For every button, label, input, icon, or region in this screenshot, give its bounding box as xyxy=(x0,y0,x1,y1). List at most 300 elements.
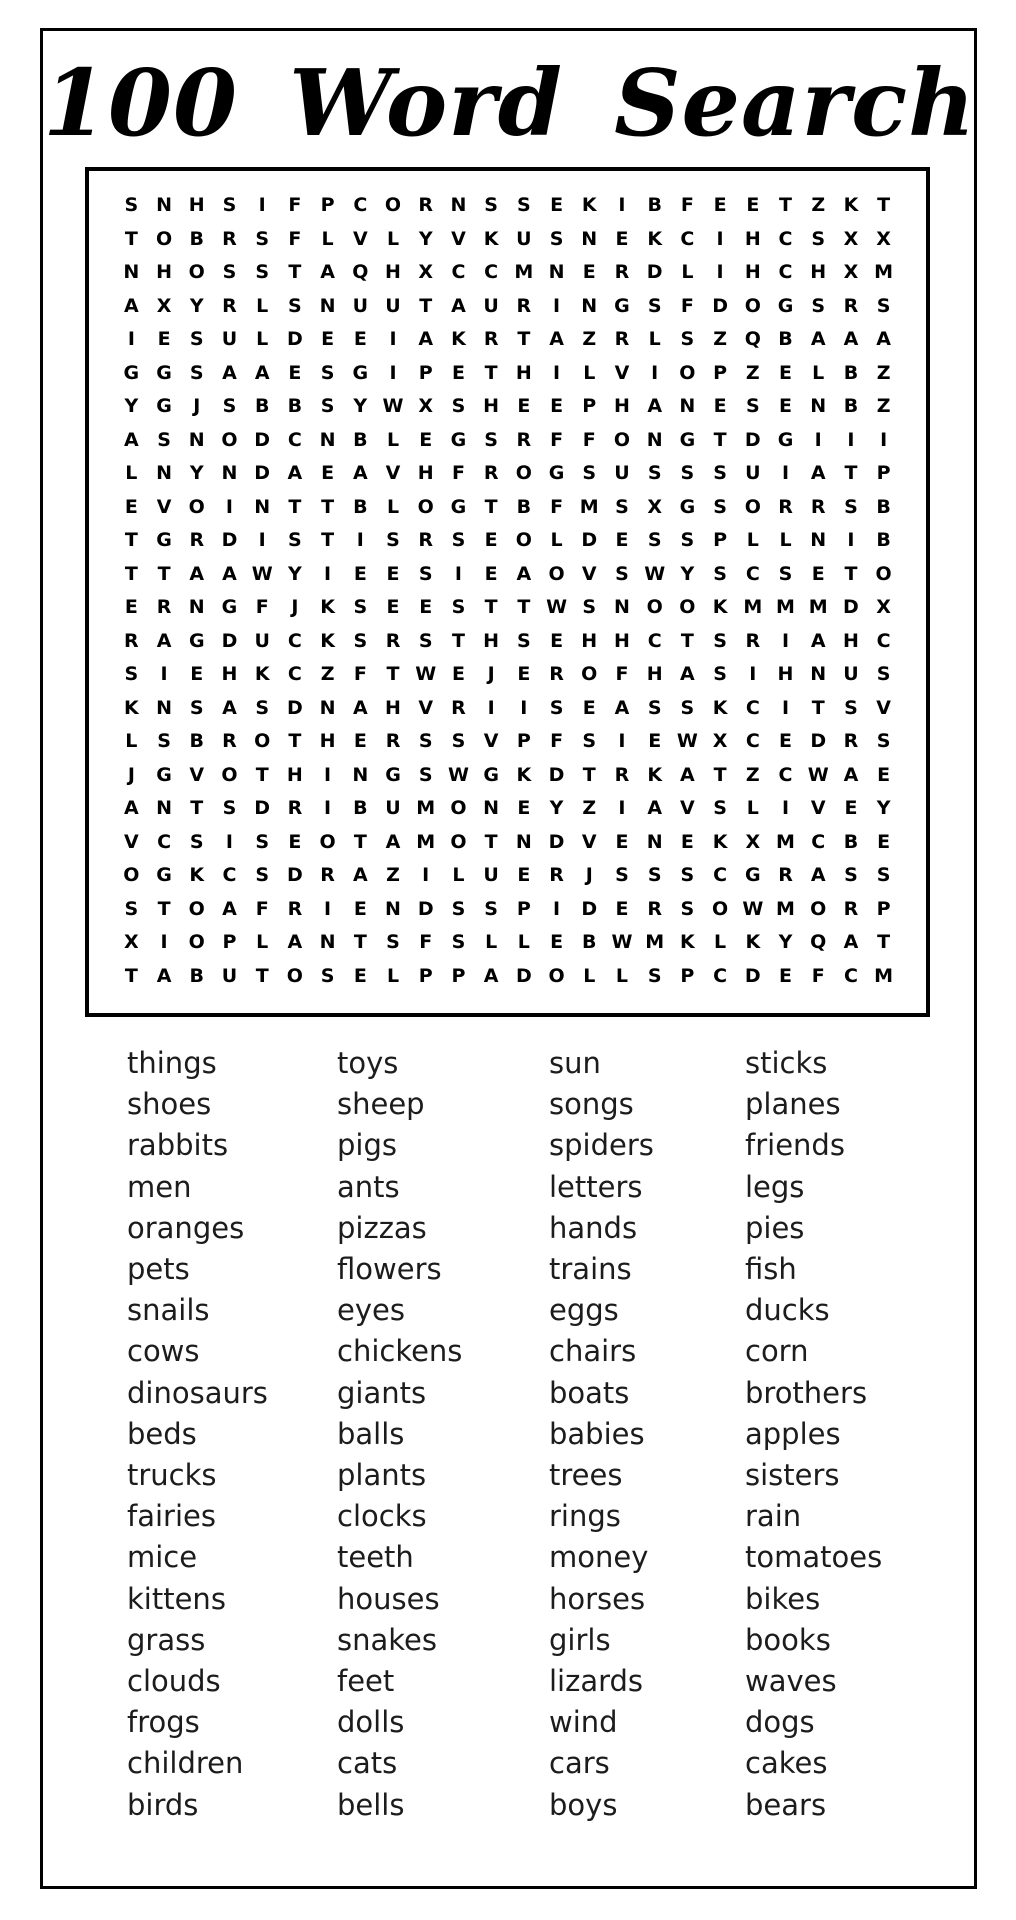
grid-letter: O xyxy=(712,897,729,920)
word-item: toys xyxy=(337,1046,399,1080)
grid-letter: S xyxy=(418,763,433,786)
grid-letter: M xyxy=(514,261,534,284)
grid-letter: M xyxy=(579,495,599,518)
grid-letter: N xyxy=(385,897,401,920)
word-item: things xyxy=(127,1046,217,1080)
word-item: dogs xyxy=(745,1705,815,1740)
grid-letter: W xyxy=(415,663,437,686)
grid-letter: Y xyxy=(549,797,564,820)
grid-letter: C xyxy=(647,629,662,652)
grid-letter: S xyxy=(680,897,695,920)
grid-letter: T xyxy=(190,797,204,820)
grid-letter: H xyxy=(810,261,827,284)
grid-letter: T xyxy=(157,897,171,920)
grid-letter: U xyxy=(745,462,761,485)
grid-letter: T xyxy=(484,830,498,853)
grid-letter: E xyxy=(288,361,302,384)
grid-letter: I xyxy=(225,830,233,853)
grid-letter: P xyxy=(451,964,466,987)
grid-letter: T xyxy=(517,328,531,351)
word-item: horses xyxy=(549,1581,646,1616)
word-item: men xyxy=(127,1169,192,1204)
grid-letter: U xyxy=(352,294,369,317)
grid-letter: B xyxy=(778,328,793,351)
grid-letter: C xyxy=(713,864,728,887)
grid-letter: G xyxy=(679,495,696,518)
grid-letter: E xyxy=(386,562,400,585)
grid-letter: A xyxy=(287,462,303,485)
grid-letter: V xyxy=(810,797,826,820)
grid-letter: O xyxy=(123,864,140,887)
grid-letter: R xyxy=(483,328,499,351)
grid-letter: S xyxy=(713,663,727,686)
grid-letter: O xyxy=(515,462,532,485)
grid-letter: S xyxy=(222,261,237,284)
grid-letter: S xyxy=(713,562,727,585)
grid-letter: S xyxy=(615,562,629,585)
grid-letter: B xyxy=(876,529,891,552)
grid-letter: M xyxy=(416,830,436,853)
grid-letter: J xyxy=(487,663,495,686)
grid-letter: S xyxy=(418,562,433,585)
grid-letter: F xyxy=(615,663,629,686)
grid-letter: G xyxy=(123,361,140,384)
word-item: clouds xyxy=(127,1664,221,1699)
grid-letter: E xyxy=(353,897,367,920)
grid-letter: I xyxy=(716,227,724,250)
grid-letter: S xyxy=(778,562,793,585)
grid-letter: O xyxy=(548,964,565,987)
grid-letter: I xyxy=(781,797,790,820)
grid-letter: T xyxy=(811,696,825,719)
grid-letter: H xyxy=(286,763,303,786)
grid-letter: N xyxy=(646,830,663,853)
grid-letter: R xyxy=(418,529,434,552)
grid-letter: D xyxy=(286,328,303,351)
grid-letter: V xyxy=(385,462,401,485)
grid-letter: E xyxy=(779,964,792,987)
grid-letter: B xyxy=(876,495,891,518)
grid-letter: Z xyxy=(811,194,826,217)
grid-letter: K xyxy=(647,763,663,786)
grid-letter: L xyxy=(256,328,269,351)
grid-letter: H xyxy=(614,395,630,418)
word-item: planes xyxy=(745,1087,841,1122)
grid-letter: S xyxy=(451,897,466,920)
grid-letter: S xyxy=(484,428,498,451)
grid-letter: M xyxy=(776,897,795,920)
grid-letter: G xyxy=(352,361,369,384)
grid-letter: S xyxy=(549,227,564,250)
grid-letter: S xyxy=(451,395,466,418)
page-frame xyxy=(40,28,977,1889)
grid-letter: S xyxy=(582,462,597,485)
grid-letter: I xyxy=(618,730,626,753)
grid-letter: S xyxy=(484,897,498,920)
grid-letter: P xyxy=(876,897,891,920)
grid-letter: Z xyxy=(745,361,760,384)
grid-letter: E xyxy=(844,797,858,820)
grid-letter: D xyxy=(254,462,271,485)
grid-letter: U xyxy=(614,462,630,485)
grid-letter: S xyxy=(320,395,335,418)
word-item: sticks xyxy=(745,1046,828,1080)
grid-letter: S xyxy=(680,462,695,485)
grid-letter: Y xyxy=(876,797,891,820)
grid-letter: L xyxy=(485,931,498,954)
grid-letter: A xyxy=(549,328,564,351)
grid-letter: L xyxy=(517,931,530,954)
word-item: clocks xyxy=(337,1499,427,1534)
grid-letter: H xyxy=(385,696,401,719)
grid-letter: O xyxy=(613,428,631,451)
grid-letter: R xyxy=(222,730,237,753)
grid-letter: N xyxy=(450,194,467,217)
grid-letter: A xyxy=(123,428,139,451)
grid-letter: E xyxy=(713,395,727,418)
grid-letter: K xyxy=(745,931,761,954)
grid-letter: T xyxy=(288,261,302,284)
grid-letter: O xyxy=(188,495,205,518)
grid-letter: L xyxy=(812,361,825,384)
word-item: ants xyxy=(337,1169,400,1204)
word-item: spiders xyxy=(549,1128,654,1163)
grid-letter: R xyxy=(549,663,564,686)
grid-letter: G xyxy=(777,294,794,317)
word-item: apples xyxy=(745,1416,841,1451)
grid-letter: O xyxy=(450,797,467,820)
grid-letter: R xyxy=(843,897,859,920)
grid-letter: E xyxy=(550,194,564,217)
grid-letter: S xyxy=(876,730,891,753)
grid-letter: E xyxy=(779,730,792,753)
grid-letter: S xyxy=(844,495,858,518)
grid-letter: N xyxy=(156,194,172,217)
word-item: books xyxy=(745,1622,831,1657)
grid-letter: S xyxy=(255,830,270,853)
grid-letter: K xyxy=(712,830,728,853)
grid-letter: H xyxy=(156,261,172,284)
grid-letter: O xyxy=(679,596,696,619)
grid-letter: E xyxy=(582,696,596,719)
grid-letter: R xyxy=(385,730,401,753)
grid-letter: U xyxy=(483,864,499,887)
grid-letter: P xyxy=(320,194,335,217)
grid-letter: D xyxy=(646,261,663,284)
grid-letter: D xyxy=(581,529,598,552)
grid-letter: S xyxy=(386,931,400,954)
grid-letter: G xyxy=(385,763,401,786)
grid-letter: T xyxy=(321,529,335,552)
grid-letter: S xyxy=(255,227,270,250)
grid-letter: I xyxy=(324,897,332,920)
grid-letter: O xyxy=(221,428,238,451)
grid-letter: S xyxy=(647,294,662,317)
grid-letter: K xyxy=(843,194,859,217)
grid-letter: E xyxy=(517,663,531,686)
grid-letter: H xyxy=(483,629,500,652)
grid-letter: B xyxy=(254,395,270,418)
grid-letter: B xyxy=(353,428,368,451)
grid-letter: T xyxy=(582,763,596,786)
grid-letter: T xyxy=(124,964,138,987)
grid-letter: E xyxy=(190,663,204,686)
grid-letter: Z xyxy=(320,663,335,686)
grid-letter: S xyxy=(418,730,433,753)
grid-letter: S xyxy=(713,629,727,652)
grid-letter: S xyxy=(647,529,662,552)
grid-letter: E xyxy=(582,261,596,284)
grid-letter: T xyxy=(713,428,727,451)
grid-letter: A xyxy=(222,562,237,585)
grid-letter: T xyxy=(321,495,335,518)
grid-letter: S xyxy=(713,495,727,518)
grid-letter: B xyxy=(189,227,204,250)
grid-letter: M xyxy=(776,596,795,619)
grid-letter: T xyxy=(680,629,694,652)
grid-letter: O xyxy=(188,931,205,954)
grid-letter: T xyxy=(484,495,498,518)
grid-letter: T xyxy=(124,562,138,585)
word-item: trucks xyxy=(127,1458,217,1493)
grid-letter: J xyxy=(291,596,299,619)
grid-letter: D xyxy=(843,596,859,619)
grid-letter: S xyxy=(418,629,433,652)
grid-letter: E xyxy=(517,395,531,418)
grid-letter: A xyxy=(189,562,205,585)
grid-letter: E xyxy=(550,395,564,418)
word-item: cows xyxy=(127,1334,200,1369)
word-item: brothers xyxy=(745,1375,868,1410)
grid-letter: S xyxy=(680,328,695,351)
grid-letter: H xyxy=(515,361,532,384)
word-column-4 xyxy=(745,1043,945,1826)
grid-letter: G xyxy=(614,294,630,317)
grid-letter: X xyxy=(647,495,662,518)
grid-letter: X xyxy=(156,294,172,317)
grid-letter: L xyxy=(714,931,727,954)
grid-letter: H xyxy=(744,261,761,284)
grid-letter: C xyxy=(843,964,858,987)
grid-letter: A xyxy=(483,964,499,987)
word-item: beds xyxy=(127,1416,197,1451)
grid-letter: Y xyxy=(353,395,368,418)
grid-letter: D xyxy=(744,428,761,451)
grid-letter: A xyxy=(810,462,826,485)
grid-letter: L xyxy=(746,797,759,820)
grid-letter: A xyxy=(123,294,139,317)
grid-letter: U xyxy=(221,328,238,351)
grid-letter: S xyxy=(582,596,597,619)
grid-letter: C xyxy=(778,261,793,284)
grid-letter: S xyxy=(288,294,302,317)
grid-letter: R xyxy=(124,629,139,652)
word-item: feet xyxy=(337,1664,395,1699)
grid-letter: H xyxy=(417,462,434,485)
grid-letter: P xyxy=(418,361,433,384)
grid-letter: P xyxy=(680,964,695,987)
grid-letter: I xyxy=(553,897,561,920)
word-column-2 xyxy=(337,1043,537,1826)
word-item: shoes xyxy=(127,1087,212,1122)
grid-letter: A xyxy=(516,562,532,585)
grid-letter: S xyxy=(124,897,139,920)
grid-letter: C xyxy=(778,227,793,250)
grid-letter: S xyxy=(320,964,335,987)
grid-letter: I xyxy=(618,797,626,820)
word-item: dinosaurs xyxy=(127,1375,268,1410)
grid-letter: R xyxy=(287,797,303,820)
grid-letter: Z xyxy=(582,328,597,351)
word-item: rings xyxy=(549,1499,621,1534)
grid-letter: P xyxy=(418,964,433,987)
grid-letter: W xyxy=(676,730,698,753)
grid-letter: X xyxy=(876,596,891,619)
word-item: boats xyxy=(549,1375,630,1410)
grid-letter: M xyxy=(776,830,795,853)
grid-letter: A xyxy=(843,763,859,786)
word-item: pets xyxy=(127,1252,190,1287)
grid-letter: A xyxy=(385,830,401,853)
grid-letter: H xyxy=(842,629,859,652)
word-item: fairies xyxy=(127,1499,216,1534)
grid-letter: I xyxy=(814,428,822,451)
grid-letter: L xyxy=(321,227,334,250)
grid-letter: Y xyxy=(418,227,433,250)
grid-letter: C xyxy=(745,730,760,753)
grid-letter: I xyxy=(324,763,332,786)
word-item: birds xyxy=(127,1787,199,1822)
grid-letter: L xyxy=(779,529,792,552)
grid-letter: F xyxy=(811,964,825,987)
grid-letter: X xyxy=(843,261,859,284)
grid-letter: I xyxy=(160,663,168,686)
grid-letter: R xyxy=(516,428,532,451)
grid-letter: R xyxy=(287,897,303,920)
grid-letter: N xyxy=(581,227,598,250)
grid-letter: L xyxy=(386,495,400,518)
letter-grid-border xyxy=(85,167,930,1017)
grid-letter: A xyxy=(843,931,859,954)
grid-letter: S xyxy=(517,194,531,217)
grid-letter: G xyxy=(156,361,172,384)
grid-letter: O xyxy=(744,294,761,317)
grid-letter: N xyxy=(156,462,172,485)
grid-letter: C xyxy=(876,629,891,652)
word-item: tomatoes xyxy=(745,1540,883,1575)
grid-letter: S xyxy=(451,596,466,619)
grid-letter: T xyxy=(484,596,498,619)
word-item: teeth xyxy=(337,1540,414,1575)
grid-letter: E xyxy=(124,596,138,619)
word-item: rain xyxy=(745,1499,802,1534)
word-item: pies xyxy=(745,1210,805,1245)
grid-letter: D xyxy=(221,529,238,552)
grid-letter: P xyxy=(516,730,531,753)
word-item: sun xyxy=(549,1046,601,1080)
grid-letter: J xyxy=(193,395,201,418)
grid-letter: I xyxy=(356,529,364,552)
word-item: grass xyxy=(127,1622,206,1657)
grid-letter: E xyxy=(321,328,335,351)
grid-letter: S xyxy=(647,696,662,719)
grid-letter: N xyxy=(810,529,827,552)
grid-letter: F xyxy=(353,663,367,686)
grid-letter: Y xyxy=(680,562,695,585)
grid-letter: P xyxy=(713,529,728,552)
word-item: bells xyxy=(337,1787,405,1822)
grid-letter: E xyxy=(124,495,138,518)
grid-letter: Y xyxy=(288,562,302,585)
word-item: letters xyxy=(549,1169,643,1204)
grid-letter: P xyxy=(713,361,728,384)
grid-letter: V xyxy=(876,696,891,719)
grid-letter: E xyxy=(746,194,760,217)
word-item: flowers xyxy=(337,1252,442,1287)
grid-letter: L xyxy=(256,931,269,954)
word-item: girls xyxy=(549,1622,611,1657)
grid-letter: K xyxy=(320,629,335,652)
grid-letter: S xyxy=(353,596,368,619)
grid-letter: I xyxy=(487,696,495,719)
word-item: friends xyxy=(745,1128,845,1163)
grid-letter: A xyxy=(810,864,826,887)
grid-letter: N xyxy=(319,931,336,954)
grid-letter: S xyxy=(549,696,564,719)
grid-letter: V xyxy=(418,696,434,719)
grid-letter: L xyxy=(583,964,596,987)
grid-letter: L xyxy=(125,730,138,753)
word-item: children xyxy=(127,1746,244,1781)
grid-letter: C xyxy=(287,428,302,451)
grid-letter: D xyxy=(712,294,728,317)
grid-letter: F xyxy=(680,194,694,217)
word-item: snails xyxy=(127,1293,210,1328)
grid-letter: D xyxy=(744,964,761,987)
grid-letter: S xyxy=(811,227,826,250)
word-item: cats xyxy=(337,1746,398,1781)
grid-letter: F xyxy=(550,730,564,753)
grid-letter: D xyxy=(221,629,238,652)
grid-letter: M xyxy=(743,596,763,619)
grid-letter: S xyxy=(189,328,204,351)
grid-letter: E xyxy=(877,830,891,853)
grid-letter: B xyxy=(353,495,368,518)
grid-letter: C xyxy=(713,964,728,987)
grid-letter: S xyxy=(647,864,662,887)
grid-letter: G xyxy=(777,428,794,451)
grid-letter: O xyxy=(646,596,663,619)
grid-letter: K xyxy=(680,931,695,954)
grid-letter: I xyxy=(225,495,233,518)
grid-letter: K xyxy=(320,596,335,619)
grid-letter: S xyxy=(451,931,466,954)
grid-letter: I xyxy=(880,428,888,451)
grid-letter: B xyxy=(843,361,859,384)
grid-letter: S xyxy=(876,663,891,686)
grid-letter: O xyxy=(548,562,565,585)
grid-letter: Q xyxy=(352,261,369,284)
grid-letter: A xyxy=(156,629,172,652)
grid-letter: S xyxy=(353,629,368,652)
grid-letter: C xyxy=(353,194,368,217)
grid-letter: V xyxy=(189,763,205,786)
grid-letter: T xyxy=(713,763,727,786)
grid-letter: Z xyxy=(745,763,760,786)
grid-letter: I xyxy=(324,797,332,820)
grid-letter: A xyxy=(647,395,663,418)
grid-letter: R xyxy=(222,227,237,250)
